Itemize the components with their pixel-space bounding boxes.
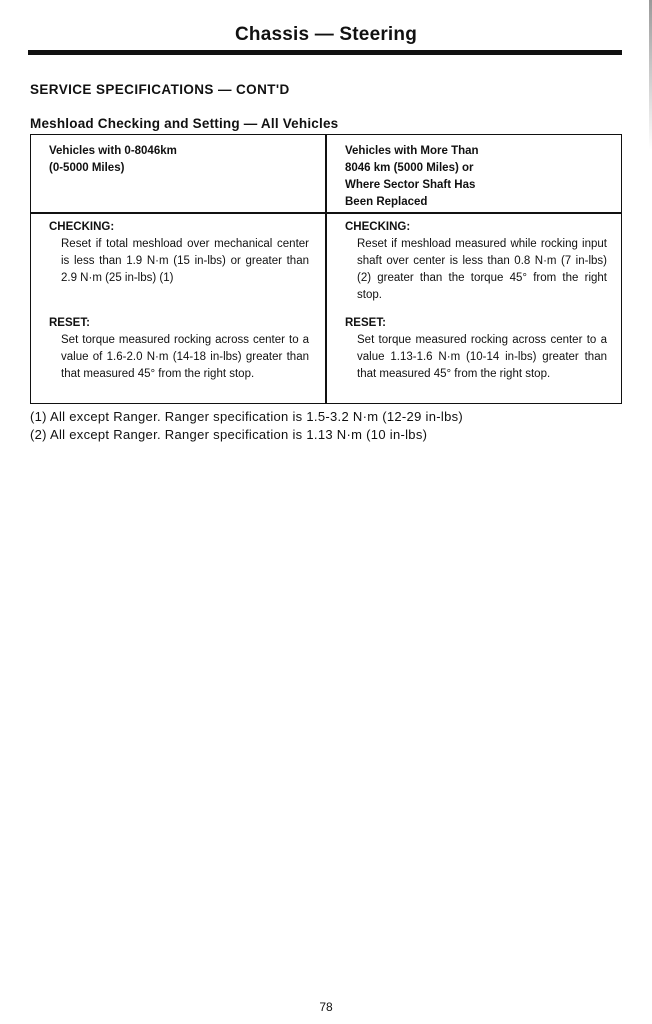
header-line: Been Replaced (345, 196, 428, 208)
checking-label: CHECKING: (49, 221, 115, 233)
checking-label: CHECKING: (345, 221, 411, 233)
table-header-right (345, 143, 607, 211)
reset-text: Set torque measured rocking across center to a value 1.13-1.6 N·m (10-14 in-lbs) greater than that measured 45° from the right stop. (357, 334, 607, 380)
footnote-2: (2) All except Ranger. Ranger specification is 1.13 N·m (10 in-lbs) (30, 427, 428, 442)
table-column-divider (325, 135, 327, 403)
page-title: Chassis — Steering (234, 24, 418, 45)
table-title: Meshload Checking and Setting — All Vehicles (30, 116, 339, 131)
reset-label: RESET: (49, 317, 90, 329)
reset-block-right (345, 315, 607, 383)
reset-block-left (49, 315, 309, 383)
title-rule (28, 50, 622, 55)
checking-text: Reset if meshload measured while rocking input shaft over center is less than 0.8 N·m (7 in-lbs) (2) greater than the torque 45° from the right stop. (357, 238, 607, 301)
header-line: Vehicles with More Than (345, 145, 479, 157)
reset-text: Set torque measured rocking across center to a value of 1.6-2.0 N·m (14-18 in-lbs) greater than that measured 45° from the right stop. (61, 334, 309, 380)
footnotes (30, 408, 622, 444)
table-header-divider (31, 212, 621, 214)
page-number: 78 (319, 1000, 333, 1014)
checking-block-left (49, 219, 309, 287)
footnote-1: (1) All except Ranger. Ranger specification is 1.5-3.2 N·m (12-29 in-lbs) (30, 409, 464, 424)
header-line: (0-5000 Miles) (49, 162, 125, 174)
section-heading: SERVICE SPECIFICATIONS — CONT'D (30, 82, 290, 97)
spec-table (30, 134, 622, 404)
header-line: Where Sector Shaft Has (345, 179, 476, 191)
header-line: Vehicles with 0-8046km (49, 145, 177, 157)
checking-block-right (345, 219, 607, 304)
checking-text: Reset if total meshload over mechanical center is less than 1.9 N·m (15 in-lbs) or greater than 2.9 N·m (25 in-lbs) (1) (61, 238, 309, 284)
table-header-left (49, 143, 309, 177)
header-line: 8046 km (5000 Miles) or (345, 162, 474, 174)
reset-label: RESET: (345, 317, 386, 329)
